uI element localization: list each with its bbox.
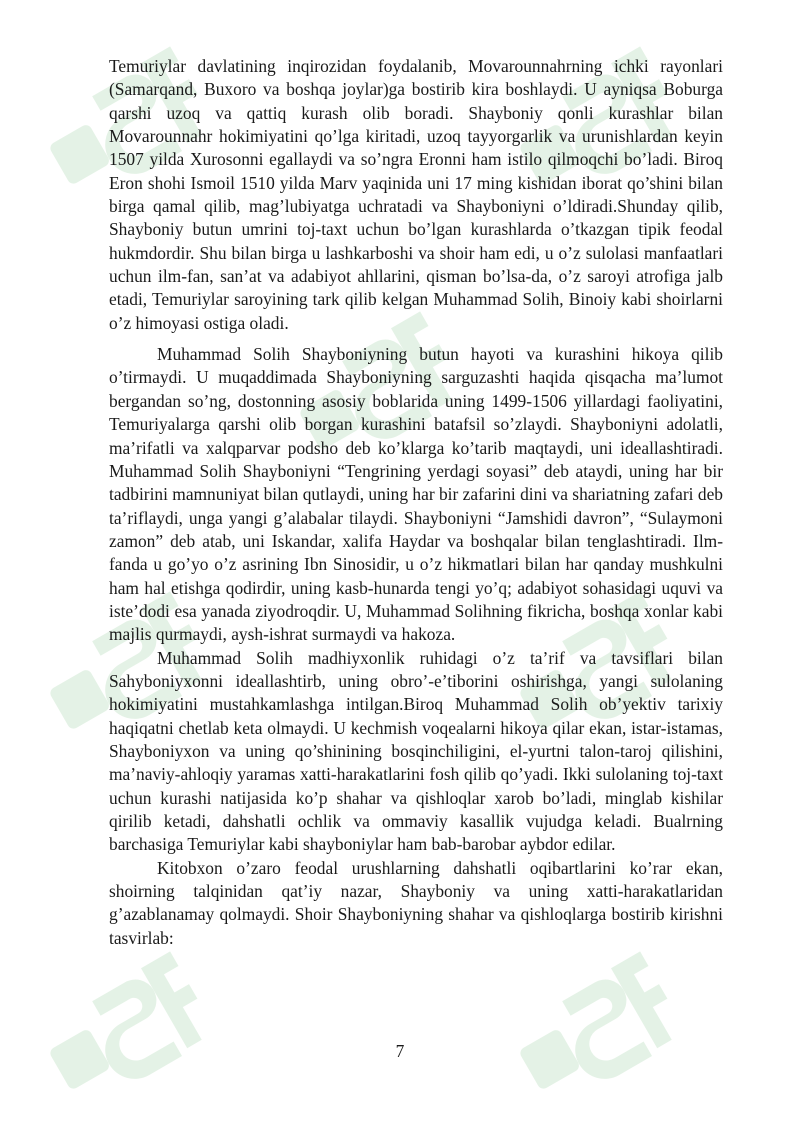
document-body	[109, 55, 723, 950]
paragraph-idealization: Muhammad Solih madhiyxonlik ruhidagi o’z ta’rif va tavsiflari bilan Sahyboniyxonni ideallashtirb, uning obro’-e’tiborini oshirishga, yangi sulolaning hokimiyatini mustahkamlashga intilgan.Biroq Muhammad Solih ob’yektiv tarixiy haqiqatni chetlab keta olmaydi. U kechmish voqealarni hikoya qilar ekan, istar-istamas, Shayboniyxon va uning qo’shinining bosqinchiligini, el-yurtni talon-taroj qilishini, ma’naviy-ahloqiy yaramas xatti-harakatlarini fosh qilib qo’yadi. Ikki sulolaning toj-taxt uchun kurashi natijasida ko’p shahar va qishloqlar xarob bo’ladi, minglab kishilar qirilib ketadi, dahshatli ochlik va ommaviy kasallik vujudga keladi. Bualrning barchasiga Temuriylar kabi shayboniylar ham bab-barobar aybdor edilar.	[109, 647, 723, 855]
page-number: 7	[395, 1041, 405, 1061]
watermark-icon	[30, 920, 240, 1130]
watermark-icon	[500, 920, 710, 1130]
paragraph-muhammad-solih-narration: Muhammad Solih Shayboniyning butun hayoti va kurashini hikoya qilib o’tirmaydi. U muqaddimada Shayboniyning sarguzashti haqida qisqacha ma’lumot bergandan so’ng, dostonning asosiy boblarida uning 1499-1506 yillardagi faoliyatini, Temuriyalarga qarshi olib borgan kurashini batafsil so’zlaydi. Shayboniyni adolatli, ma’rifatli va xalqparvar podsho deb ko’klarga ko’tarib maqtaydi, uni ideallashtiradi. Muhammad Solih Shayboniyni “Tengrining yerdagi soyasi” deb ataydi, uning har bir tadbirini mamnuniyat bilan qutlaydi, uning har bir zafarini dini va shariatning zafari deb ta’riflaydi, unga yangi g’alabalar tilaydi. Shayboniyni “Jamshidi davron”, “Sulaymoni zamon” deb atab, uni Iskandar, xalifa Haydar va boshqalar bilan tenglashtiradi. Ilm-fanda u go’yo o’z asrining Ibn Sinosidir, u o’z hikmatlari bilan har qanday mushkulni ham hal etishga qodirdir, uning kasb-hunarda tengi yo’q; adabiyot sohasidagi uquvi va iste’dodi esa yanada ziyodroqdir. U, Muhammad Solihning fikricha, boshqa xonlar kabi majlis qurmaydi, aysh-ishrat surmaydi va hakoza.	[109, 344, 723, 645]
paragraph-reader-reaction: Kitobxon o’zaro feodal urushlarning dahshatli oqibartlarini ko’rar ekan, shoirning talqinidan qat’iy nazar, Shayboniy va uning xatti-harakatlaridan g’azablanamay qolmaydi. Shoir Shayboniyning shahar va qishloqlarga bostirib kirishni tasvirlab:	[109, 857, 723, 948]
paragraph-continuation: Temuriylar davlatining inqirozidan foydalanib, Movarounnahrning ichki rayonlari (Samarqand, Buxoro va boshqa joylar)ga bostirib kira boshlaydi. U ayniqsa Boburga qarshi uzoq va qattiq kurash olib boradi. Shayboniy qonli kurashlar bilan Movarounnahr hokimiyatini qo’lga kiritadi, uzoq tayyorgarlik va urunishlardan keyin 1507 yilda Xurosonni egallaydi va so’ngra Eronni ham istilo qilmoqchi bo’ladi. Biroq Eron shohi Ismoil 1510 yilda Marv yaqinida uni 17 ming kishidan iborat qo’shini bilan birga qamal qilib, mag’lubiyatga uchratadi va Shayboniyni o’ldiradi.Shunday qilib, Shayboniy butun umrini toj-taxt uchun bo’lgan kurashlarda o’tkazgan tipik feodal hukmdordir. Shu bilan birga u lashkarboshi va shoir ham edi, u o’z sulolasi manfaatlari uchun ilm-fan, san’at va adabiyot ahllarini, qisman bo’lsa-da, o’z saroyi atrofiga jalb etadi, Temuriylar saroyining tark qilib kelgan Muhammad Solih, Binoiy kabi shoirlarni o’z himoyasi ostiga oladi.	[109, 56, 723, 333]
